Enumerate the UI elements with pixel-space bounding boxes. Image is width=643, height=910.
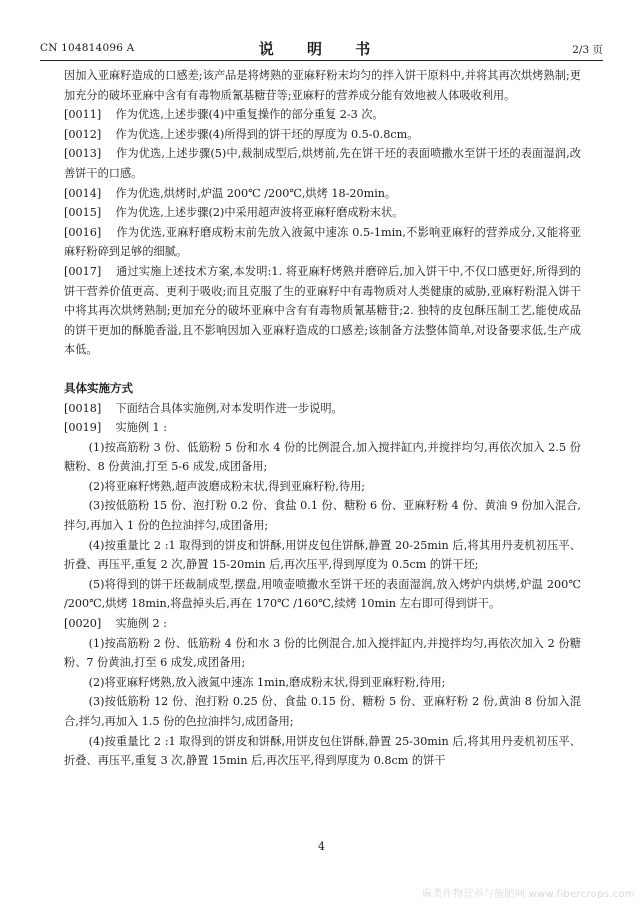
paragraph-number: [0012] [64, 127, 102, 141]
paragraph-number: [0011] [64, 108, 102, 122]
section-title: 具体实施方式 [64, 380, 133, 395]
paragraph-text: 作为优选,上述步骤(4)所得到的饼干坯的厚度为 0.5-0.8cm。 [115, 127, 419, 141]
paragraph-number: [0019] [64, 421, 102, 435]
paragraph-text: 作为优选,上述步骤(5)中,裁制成型后,烘烤前,先在饼干坯的表面喷撒水至饼干坯的表面湿润,改善饼干的口感。 [64, 147, 581, 180]
page-number: 4 [318, 840, 325, 853]
step-paragraph: (1)按高筋粉 3 份、低筋粉 5 份和水 4 份的比例混合,加入搅拌缸内,并搅拌均匀,再依次加入 2.5 份糖粉、8 份黄油,打至 5-6 成发,成团备用; [64, 440, 581, 474]
page-indicator: 2/3 页 [572, 44, 603, 56]
numbered-paragraph [64, 184, 581, 204]
document-type-title: 说 明 书 [258, 40, 385, 58]
numbered-paragraph [64, 105, 581, 125]
paragraph-number: [0020] [64, 617, 102, 631]
patent-number: CN 104814096 A [40, 42, 135, 54]
numbered-paragraph [64, 144, 581, 183]
paragraph-number: [0013] [64, 147, 102, 161]
paragraph-number: [0017] [64, 264, 102, 278]
numbered-paragraph [64, 418, 581, 438]
header-rule [40, 60, 603, 61]
paragraph-text: 下面结合具体实施例,对本发明作进一步说明。 [115, 401, 343, 415]
step-paragraph: (3)按低筋粉 12 份、泡打粉 0.25 份、食盐 0.15 份、糖粉 5 份、亚麻籽粉 2 份,黄油 8 份加入混合,拌匀,再加入 1.5 份的色拉油拌匀,成团备用; [64, 695, 581, 728]
numbered-paragraph [64, 223, 581, 262]
step-paragraph: (4)按重量比 2 :1 取得到的饼皮和饼酥,用饼皮包住饼酥,静置 20-25min 后,将其用丹麦机初压平、折叠、再压平,重复 2 次,静置 15-20min 后,再次压平,得到厚度为 0.5cm 的饼干坯; [64, 538, 581, 572]
paragraph-text: 实施例 2 : [115, 617, 167, 631]
paragraph-number: [0016] [64, 225, 102, 239]
site-watermark: 麻类作物营养与施肥网 www.fibercrops.com [422, 889, 635, 900]
paragraph-text: 作为优选,上述步骤(2)中采用超声波将亚麻籽磨成粉末状。 [115, 206, 404, 220]
paragraph-text: 通过实施上述技术方案,本发明:1. 将亚麻籽烤熟并磨碎后,加入饼干中,不仅口感更好,所得到的饼干营养价值更高、更利于吸收;而且克服了生的亚麻籽中有毒物质对人类健康的威胁,亚麻籽粉混入饼干中将其再次烘烤熟制;更加充分的破坏亚麻中含有有毒物质氰基糖苷;2. 独特的皮包酥压制工艺,能使成品的饼干更加的酥脆香溢,且不影响因加入亚麻籽造成的口感差;该制备方法整体简单,对设备要求低,生产成本低。 [64, 264, 581, 357]
paragraph-text: 作为优选,亚麻籽磨成粉末前先放入液氮中速冻 0.5-1min,不影响亚麻籽的营养成分,又能将亚麻籽粉碎到足够的细腻。 [64, 225, 581, 259]
step-paragraph: (5)将得到的饼干坯裁制成型,摆盘,用喷壶喷撒水至饼干坯的表面湿润,放入烤炉内烘烤,炉温 200℃ /200℃,烘烤 18min,将盘掉头后,再在 170℃ /160℃,续烤 10min 左右即可得到饼干。 [64, 577, 581, 611]
paragraph-text: 实施例 1 : [115, 421, 167, 435]
step-paragraph: (3)按低筋粉 15 份、泡打粉 0.2 份、食盐 0.1 份、糖粉 6 份、亚麻籽粉 4 份、黄油 9 份加入混合,拌匀,再加入 1 份的色拉油拌匀,成团备用; [64, 499, 581, 533]
section-gap [64, 360, 581, 379]
paragraph-number: [0014] [64, 186, 102, 200]
step-paragraph: (2)将亚麻籽烤熟,放入液氮中速冻 1min,磨成粉末状,得到亚麻籽粉,待用; [88, 675, 446, 689]
numbered-paragraph [64, 399, 581, 419]
continued-paragraph: 因加入亚麻籽造成的口感差;该产品是将烤熟的亚麻籽粉末均匀的拌入饼干原料中,并将其再次烘烤熟制;更加充分的破坏亚麻中含有有毒物质氰基糖苷等;亚麻籽的营养成分能有效地被人体吸收利用。 [64, 69, 581, 102]
page-header [40, 38, 603, 58]
paragraph-text: 作为优选,上述步骤(4)中重复操作的部分重复 2-3 次。 [115, 108, 384, 122]
paragraph-text: 作为优选,烘烤时,炉温 200℃ /200℃,烘烤 18-20min。 [115, 186, 397, 200]
paragraph-number: [0018] [64, 401, 102, 415]
numbered-paragraph [64, 203, 581, 223]
step-paragraph: (2)将亚麻籽烤熟,超声波磨成粉末状,得到亚麻籽粉,待用; [88, 479, 366, 493]
numbered-paragraph [64, 614, 581, 634]
numbered-paragraph [64, 262, 581, 360]
numbered-paragraph [64, 125, 581, 145]
step-paragraph: (4)按重量比 2 :1 取得到的饼皮和饼酥,用饼皮包住饼酥,静置 25-30min 后,将其用丹麦机初压平、折叠、再压平,重复 3 次,静置 15min 后,再次压平,得到厚度为 0.8cm 的饼干 [64, 734, 581, 768]
step-paragraph: (1)按高筋粉 2 份、低筋粉 4 份和水 3 份的比例混合,加入搅拌缸内,并搅拌均匀,再依次加入 2 份糖粉、7 份黄油,打至 6 成发,成团备用; [64, 636, 581, 670]
paragraph-number: [0015] [64, 206, 102, 220]
document-body [64, 66, 581, 771]
